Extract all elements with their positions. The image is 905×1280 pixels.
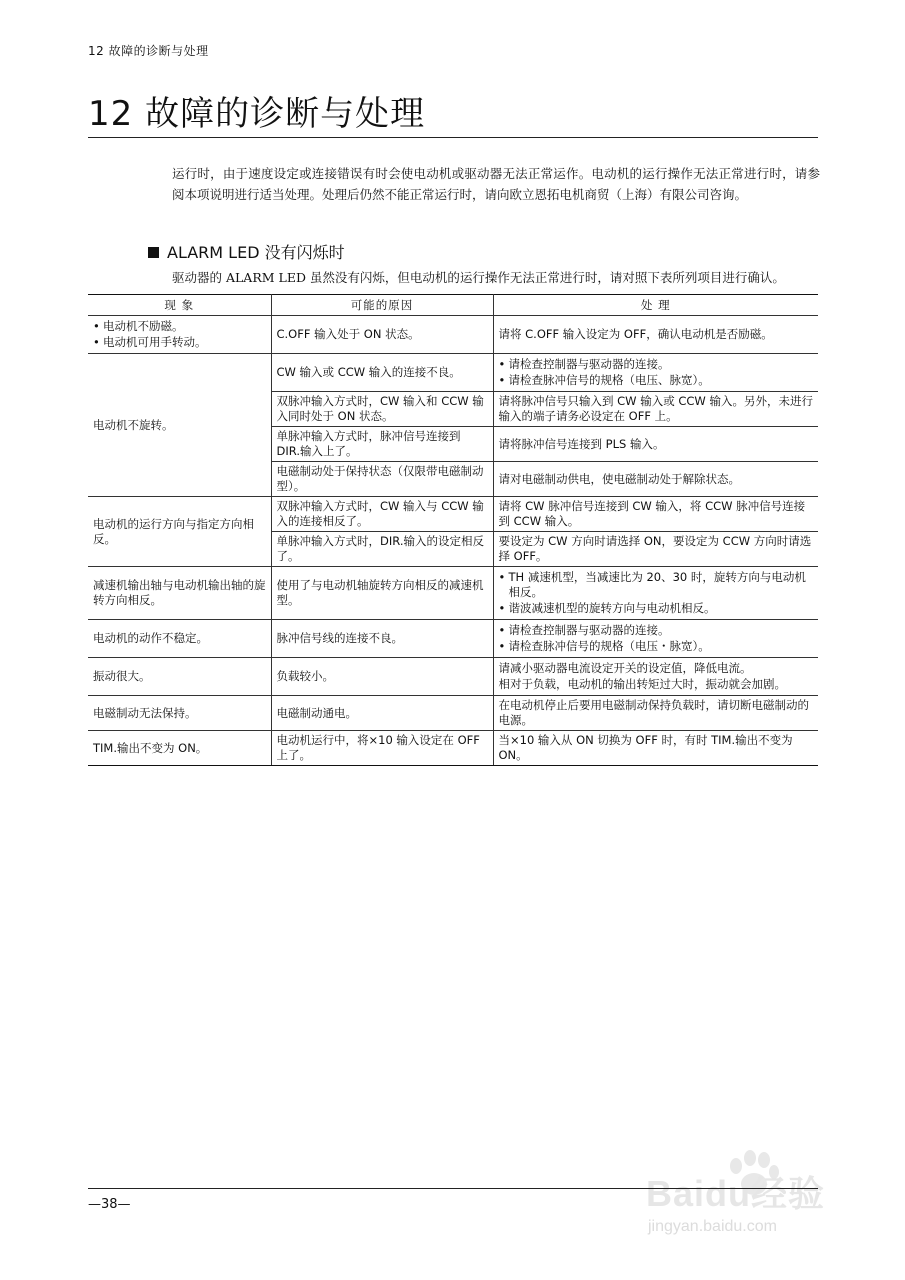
baidu-watermark (636, 1146, 856, 1246)
list-item: • 电动机不励磁。 (93, 319, 266, 334)
symptom-cell: 电动机的动作不稳定。 (88, 620, 271, 658)
list-item: • 谐波减速机型的旋转方向与电动机相反。 (499, 601, 814, 616)
cause-cell: 单脉冲输入方式时，DIR.输入的设定相反了。 (271, 532, 493, 567)
action-cell (493, 567, 818, 620)
action-paragraph: 请减小驱动器电流设定开关的设定值，降低电流。 (498, 661, 752, 675)
troubleshooting-table (88, 294, 818, 766)
action-cell: 在电动机停止后要用电磁制动保持负载时，请切断电磁制动的电源。 (493, 696, 818, 731)
action-cell (493, 658, 818, 696)
action-cell: 请将 CW 脉冲信号连接到 CW 输入，将 CCW 脉冲信号连接到 CCW 输入。 (493, 497, 818, 532)
table-row (88, 696, 818, 731)
header-symptom: 现 象 (88, 295, 271, 316)
cause-cell: 单脉冲输入方式时，脉冲信号连接到 DIR.输入上了。 (271, 427, 493, 462)
action-list (499, 623, 814, 654)
table-row (88, 620, 818, 658)
action-list (499, 570, 814, 616)
symptom-cell: 电动机不旋转。 (88, 354, 271, 497)
action-cell: 当×10 输入从 ON 切换为 OFF 时，有时 TIM.输出不变为 ON。 (493, 731, 818, 766)
intro-paragraph: 运行时，由于速度设定或连接错误有时会使电动机或驱动器无法正常运作。电动机的运行操作无法正常进行时，请参阅本项说明进行适当处理。处理后仍然不能正常运行时，请向欧立恩拓电机商贸（上海）有限公司咨询。 (172, 166, 820, 202)
cause-cell: 脉冲信号线的连接不良。 (271, 620, 493, 658)
action-cell: 要设定为 CW 方向时请选择 ON，要设定为 CCW 方向时请选择 OFF。 (493, 532, 818, 567)
cause-cell: 双脉冲输入方式时，CW 输入与 CCW 输入的连接相反了。 (271, 497, 493, 532)
cause-cell: 双脉冲输入方式时，CW 输入和 CCW 输入同时处于 ON 状态。 (271, 392, 493, 427)
action-cell: 请将脉冲信号连接到 PLS 输入。 (493, 427, 818, 462)
table-row (88, 316, 818, 354)
list-item: • 请检查控制器与驱动器的连接。 (499, 623, 814, 638)
cause-cell: CW 输入或 CCW 输入的连接不良。 (271, 354, 493, 392)
table-row (88, 658, 818, 696)
symptom-cell: 电动机的运行方向与指定方向相反。 (88, 497, 271, 567)
section-intro: 驱动器的 ALARM LED 虽然没有闪烁，但电动机的运行操作无法正常进行时，请对照下表所列项目进行确认。 (172, 270, 785, 285)
cause-cell: 电磁制动处于保持状态（仅限带电磁制动型）。 (271, 462, 493, 497)
symptom-cell: TIM.输出不变为 ON。 (88, 731, 271, 766)
table-header-row (88, 295, 818, 316)
action-paragraph: 相对于负载，电动机的输出转矩过大时，振动就会加剧。 (498, 677, 786, 691)
list-item: • 请检查脉冲信号的规格（电压・脉宽）。 (499, 639, 814, 654)
square-bullet-icon (148, 247, 159, 258)
action-cell: 请对电磁制动供电，使电磁制动处于解除状态。 (493, 462, 818, 497)
action-list (499, 357, 814, 388)
action-cell (493, 354, 818, 392)
action-cell: 请将 C.OFF 输入设定为 OFF，确认电动机是否励磁。 (493, 316, 818, 354)
footer-rule (88, 1188, 818, 1189)
symptom-cell: 电磁制动无法保持。 (88, 696, 271, 731)
table-row (88, 567, 818, 620)
page-number: —38— (88, 1197, 131, 1212)
table-row (88, 354, 818, 392)
running-header: 12 故障的诊断与处理 (88, 44, 209, 58)
symptom-cell: 振动很大。 (88, 658, 271, 696)
header-action: 处 理 (493, 295, 818, 316)
list-item: • TH 减速机型，当减速比为 20、30 时，旋转方向与电动机相反。 (499, 570, 814, 600)
list-item: • 电动机可用手转动。 (93, 335, 266, 350)
list-item: • 请检查控制器与驱动器的连接。 (499, 357, 814, 372)
symptom-cell (88, 316, 271, 354)
action-cell: 请将脉冲信号只输入到 CW 输入或 CCW 输入。另外，未进行输入的端子请务必设定在 OFF 上。 (493, 392, 818, 427)
cause-cell: 电磁制动通电。 (271, 696, 493, 731)
table-row (88, 497, 818, 532)
symptom-cell: 减速机输出轴与电动机输出轴的旋转方向相反。 (88, 567, 271, 620)
symptom-list (93, 319, 266, 350)
cause-cell: 电动机运行中，将×10 输入设定在 OFF 上了。 (271, 731, 493, 766)
cause-cell: C.OFF 输入处于 ON 状态。 (271, 316, 493, 354)
header-cause: 可能的原因 (271, 295, 493, 316)
cause-cell: 使用了与电动机轴旋转方向相反的减速机型。 (271, 567, 493, 620)
table-row (88, 731, 818, 766)
title-rule (88, 137, 818, 138)
chapter-title: 12 故障的诊断与处理 (88, 94, 426, 134)
watermark-url: jingyan.baidu.com (648, 1218, 777, 1235)
list-item: • 请检查脉冲信号的规格（电压、脉宽）。 (499, 373, 814, 388)
cause-cell: 负载较小。 (271, 658, 493, 696)
action-cell (493, 620, 818, 658)
section-heading (148, 240, 345, 263)
section-heading-text: ALARM LED 没有闪烁时 (167, 243, 345, 262)
watermark-logo: Baidu经验 (646, 1173, 826, 1214)
